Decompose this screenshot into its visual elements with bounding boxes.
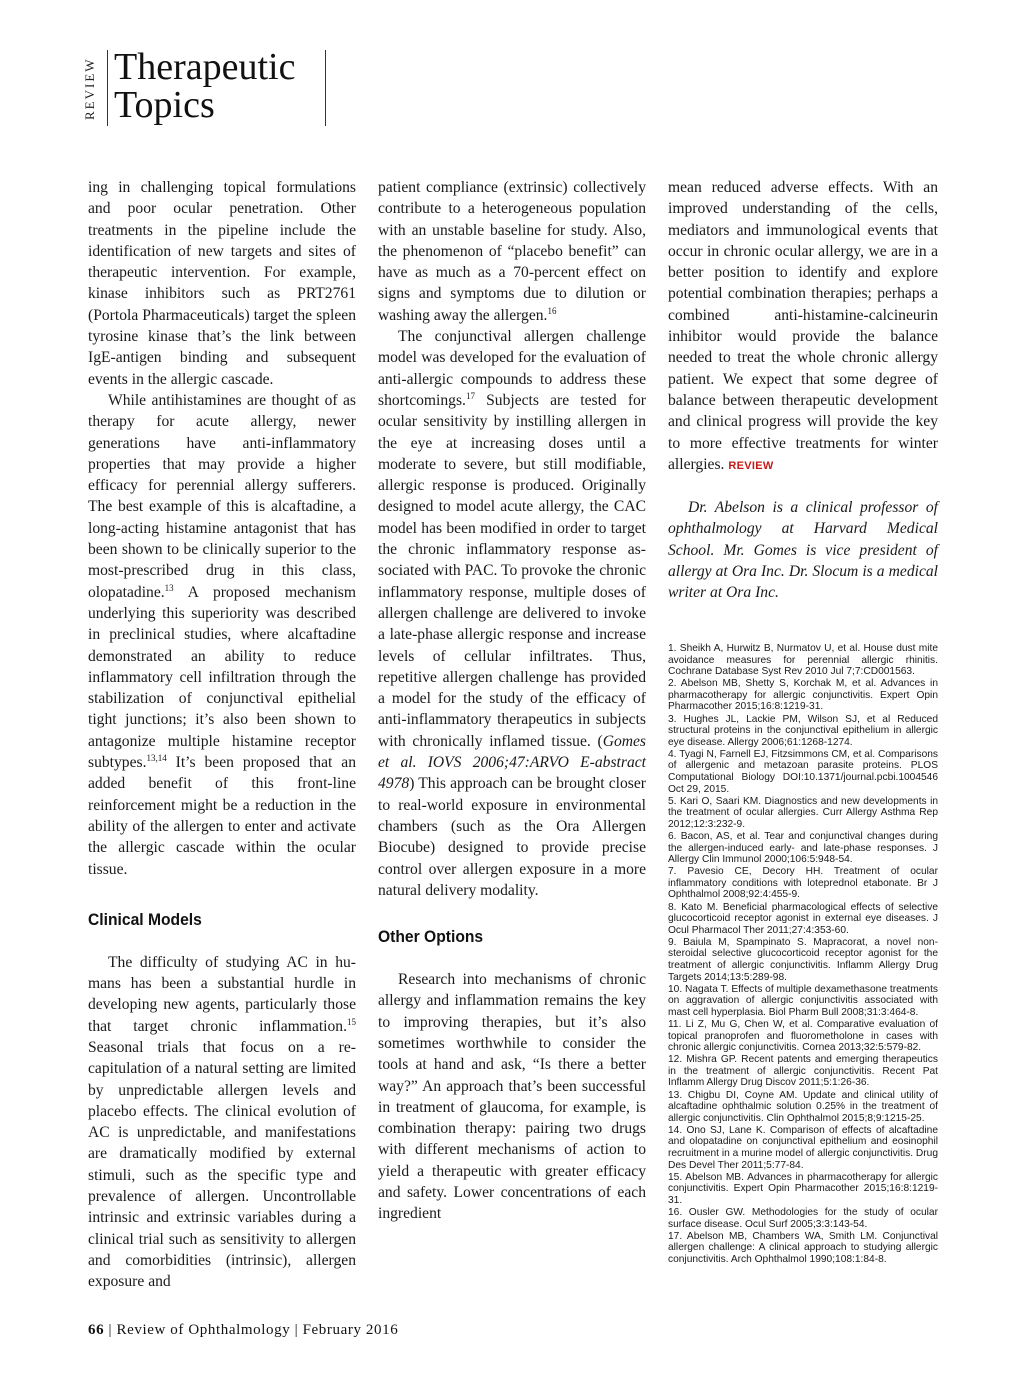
text-run: The conjunctival allergen challenge model was developed for the evaluation of anti-allergic compounds to address these shortcomings. bbox=[378, 328, 646, 409]
paragraph bbox=[88, 952, 356, 1293]
citation-ref: 13 bbox=[164, 582, 174, 593]
reference-item: 7. Pavesio CE, Decory HH. Treatment of ocular inflammatory conditions with loteprednol etabonate. Br J Ophthalmol 2008;92:4:455-9. bbox=[668, 866, 938, 901]
citation-ref: 17 bbox=[465, 390, 475, 401]
column-3 bbox=[668, 177, 938, 604]
footer-separator: | bbox=[104, 1322, 117, 1338]
text-run: patient compliance (extrinsic) collectively contribute to a heterogeneous population with an unstable baseline for study. Also, the phenomenon of “placebo benefit” can have as much as a 70-percent effect on signs and symptoms due to dilution or washing away the allergen. bbox=[378, 179, 646, 324]
reference-item: 1. Sheikh A, Hurwitz B, Nurmatov U, et al. House dust mite avoidance measures for perennial allergic rhinitis. Cochrane Database Syst Rev 2010 Jul 7;7:CD001563. bbox=[668, 643, 938, 678]
author-bio: Dr. Abelson is a clinical professor of ophthalmology at Harvard Medical School. Mr. Gomes is vice president of allergy at Ora Inc. Dr. Slocum is a medical writer at Ora Inc. bbox=[668, 499, 938, 602]
inline-citation: Gomes et al. IOVS 2006;47:ARVO E-abstract 4978 bbox=[378, 732, 646, 793]
paragraph bbox=[668, 177, 938, 477]
reference-item: 9. Baiula M, Spampinato S. Mapracorat, a novel non-steroidal selective glucocorticoid receptor agonist for the treatment of allergic conjunctivitis. Inflamm Allergy Drug Targets 2014;13:5:289-98. bbox=[668, 936, 938, 983]
column-1 bbox=[88, 177, 356, 1293]
text-run: While antihistamines are thought of as therapy for acute allergy, newer generations have anti-inflammatory properties that may provide a higher efficacy for perennial allergy sufferers. The best example of this is alcaftadine, a long-acting histamine antagonist that has been shown to be clinically superior to the most-prescribed drug in this class, olopatadine. bbox=[88, 391, 356, 601]
citation-ref: 15 bbox=[347, 1016, 356, 1027]
paragraph bbox=[378, 177, 646, 326]
text-run: Subjects are tested for ocular sensitivity by instilling allergen in the eye at increasing doses until a moderate to severe, but still modifiable, allergic response is produced. Originally designed to model acute allergy, the CAC model has been modified in order to target the chronic inflammatory response associated with PAC. To provoke the chronic inflammatory response, multiple doses of allergen challenge are delivered to invoke a late-phase allergic response and increase levels of cellular infiltrates. Thus, repetitive allergen challenge has provided a model for the study of the efficacy of anti-inflammatory therapeutics in subjects with chronically inflamed tissue. ( bbox=[378, 391, 646, 750]
title-line-2: Topics bbox=[114, 84, 215, 126]
section-tag: REVIEW bbox=[82, 57, 97, 121]
references-list bbox=[668, 643, 938, 1266]
paragraph: Research into mechanisms of chronic allergy and inflammation remains the key to improving therapies, but it’s also sometimes worthwhile to consider the tools at hand and ask, “Is there a better way?” An approach that’s been successful in treatment of glaucoma, for example, is combination therapy: pairing two drugs with different mechanisms of action to yield a therapeutic with greater efficacy and safety. Lower concentrations of each ingredient bbox=[378, 971, 646, 1223]
reference-item: 8. Kato M. Beneficial pharmacological effects of selective glucocorticoid receptor agonist in external eye diseases. J Ocul Pharmacol Ther 2011;27:4:353-60. bbox=[668, 901, 938, 936]
reference-item: 17. Abelson MB, Chambers WA, Smith LM. Conjunctival allergen challenge: A clinical approach to studying allergic conjunctivitis. Arch Ophthalmol 1990;108:1:84-8. bbox=[668, 1230, 938, 1265]
reference-item: 10. Nagata T. Effects of multiple dexamethasone treatments on aggravation of allergic conjunctivitis associated with mast cell hyperplasia. Biol Pharm Bull 2008;31:3:464-8. bbox=[668, 983, 938, 1018]
text-run: A proposed mechanism underlying this superiority was described in preclinical studies, where alcaftadine demonstrated an ability to reduce inflammatory cell infiltration through the stabilization of conjunctival epithelial tight junctions; it’s also been shown to antagonize multiple histamine receptor subtypes. bbox=[88, 583, 356, 772]
text-run: ) This approach can be brought closer to real-world exposure in environmental chambers (such as the Ora Allergen Biocube) designed to provide precise control over allergen exposure in a more natural delivery modality. bbox=[378, 775, 646, 899]
title-line-1: Therapeutic bbox=[114, 46, 296, 88]
reference-item: 12. Mishra GP. Recent patents and emerging therapeutics in the treatment of allergic conjunctivitis. Recent Pat Inflamm Allergy Drug Discov 2011;5:1:26-36. bbox=[668, 1054, 938, 1089]
reference-item: 4. Tyagi N, Farnell EJ, Fitzsimmons CM, et al. Comparisons of allergenic and metazoan parasite proteins. PLOS Computational Biology DOI:10.1371/journal.pcbi.1004546 Oct 29, 2015. bbox=[668, 748, 938, 795]
page-title bbox=[114, 48, 295, 124]
text-run: It’s been proposed that an added benefit of this front-line reinforcement might be a reduction in the ability of the allergen to enter and activate the allergic cascade within the ocular tissue. bbox=[88, 754, 356, 878]
section-heading-clinical-models: Clinical Models bbox=[88, 909, 202, 929]
citation-ref: 13,14 bbox=[146, 752, 167, 763]
reference-item: 2. Abelson MB, Shetty S, Korchak M, et al. Advances in pharmacotherapy for allergic conjunctivitis. Expert Opin Pharmacother 2015;16:8:1219-31. bbox=[668, 678, 938, 713]
section-heading-other-options: Other Options bbox=[378, 927, 484, 947]
reference-item: 5. Kari O, Saari KM. Diagnostics and new developments in the treatment of ocular allergies. Curr Allergy Asthma Rep 2012;12:3:232-9. bbox=[668, 795, 938, 830]
header-divider-right bbox=[325, 50, 326, 126]
paragraph bbox=[88, 390, 356, 880]
citation-ref: 16 bbox=[547, 305, 557, 316]
reference-item: 14. Ono SJ, Lane K. Comparison of effects of alcaftadine and olopatadine on conjunctival epithelium and eosinophil recruitment in a murine model of allergic conjunctivitis. Drug Des Devel Ther 2011;5:77-84. bbox=[668, 1124, 938, 1171]
page-footer bbox=[88, 1322, 398, 1339]
text-run: Seasonal trials that focus on a recapitulation of a natural setting are limited by unpredictable allergen levels and placebo effects. The clinical evolution of AC is unpredictable, and manifestations are dramatically modified by external stimuli, such as the specific type and prevalence of allergen. Uncontrollable intrinsic and extrinsic variables during a clinical trial such as sensitivity to allergen and comorbidities (intrinsic), allergen exposure and bbox=[88, 1038, 356, 1291]
reference-item: 11. Li Z, Mu G, Chen W, et al. Comparative evaluation of topical pranoprofen and fluorometholone in cases with chronic allergic conjunctivitis. Cornea 2013;32:5:579-82. bbox=[668, 1019, 938, 1054]
reference-item: 15. Abelson MB. Advances in pharmacotherapy for allergic conjunctivitis. Expert Opin Pharmacother 2015;16:8:1219-31. bbox=[668, 1171, 938, 1206]
footer-separator: | bbox=[290, 1322, 303, 1338]
text-run: The difficulty of studying AC in humans has been a substantial hurdle in developing new agents, particularly those that target chronic inflammation. bbox=[88, 953, 356, 1035]
reference-item: 16. Ousler GW. Methodologies for the study of ocular surface disease. Ocul Surf 2005;3:3:143-54. bbox=[668, 1207, 938, 1230]
paragraph: ing in challenging topical formulations and poor ocular penetration. Other treatments in the pipeline include the identification of new targets and sites of therapeutic intervention. For example, kinase inhibitors such as PRT2761 (Portola Pharmaceuticals) target the spleen tyrosine kinase that’s the link between IgE-antigen binding and subsequent events in the allergic cascade. bbox=[88, 179, 356, 388]
paragraph bbox=[378, 326, 646, 901]
reference-item: 3. Hughes JL, Lackie PM, Wilson SJ, et al Reduced structural proteins in the conjunctival epithelium in allergic eye disease. Allergy 2006;61:1268-1274. bbox=[668, 713, 938, 748]
header-divider-left bbox=[107, 50, 108, 126]
journal-name: Review of Ophthalmology bbox=[116, 1322, 291, 1338]
column-2 bbox=[378, 177, 646, 1225]
issue-date: February 2016 bbox=[302, 1322, 399, 1338]
reference-item: 6. Bacon, AS, et al. Tear and conjunctival changes during the allergen-induced early- and late-phase responses. J Allergy Clin Immunol 2000;106:5:948-54. bbox=[668, 831, 938, 866]
page-number: 66 bbox=[88, 1322, 105, 1338]
reference-item: 13. Chigbu DI, Coyne AM. Update and clinical utility of alcaftadine ophthalmic solution 0.25% in the treatment of allergic conjunctivitis. Clin Ophthalmol 2015;8;9:1215-25. bbox=[668, 1089, 938, 1124]
end-mark: REVIEW bbox=[728, 459, 774, 472]
text-run: mean reduced adverse effects. With an improved understanding of the cells, mediators and immunological events that occur in chronic ocular allergy, we are in a better position to identify and explore potential combination therapies; perhaps a combined anti-histamine-calcineurin inhibitor would provide the balance needed to treat the whole chronic allergy patient. We expect that some degree of balance between therapeutic development and clinical progress will provide the key to more effective treatments for winter allergies. bbox=[668, 179, 938, 473]
